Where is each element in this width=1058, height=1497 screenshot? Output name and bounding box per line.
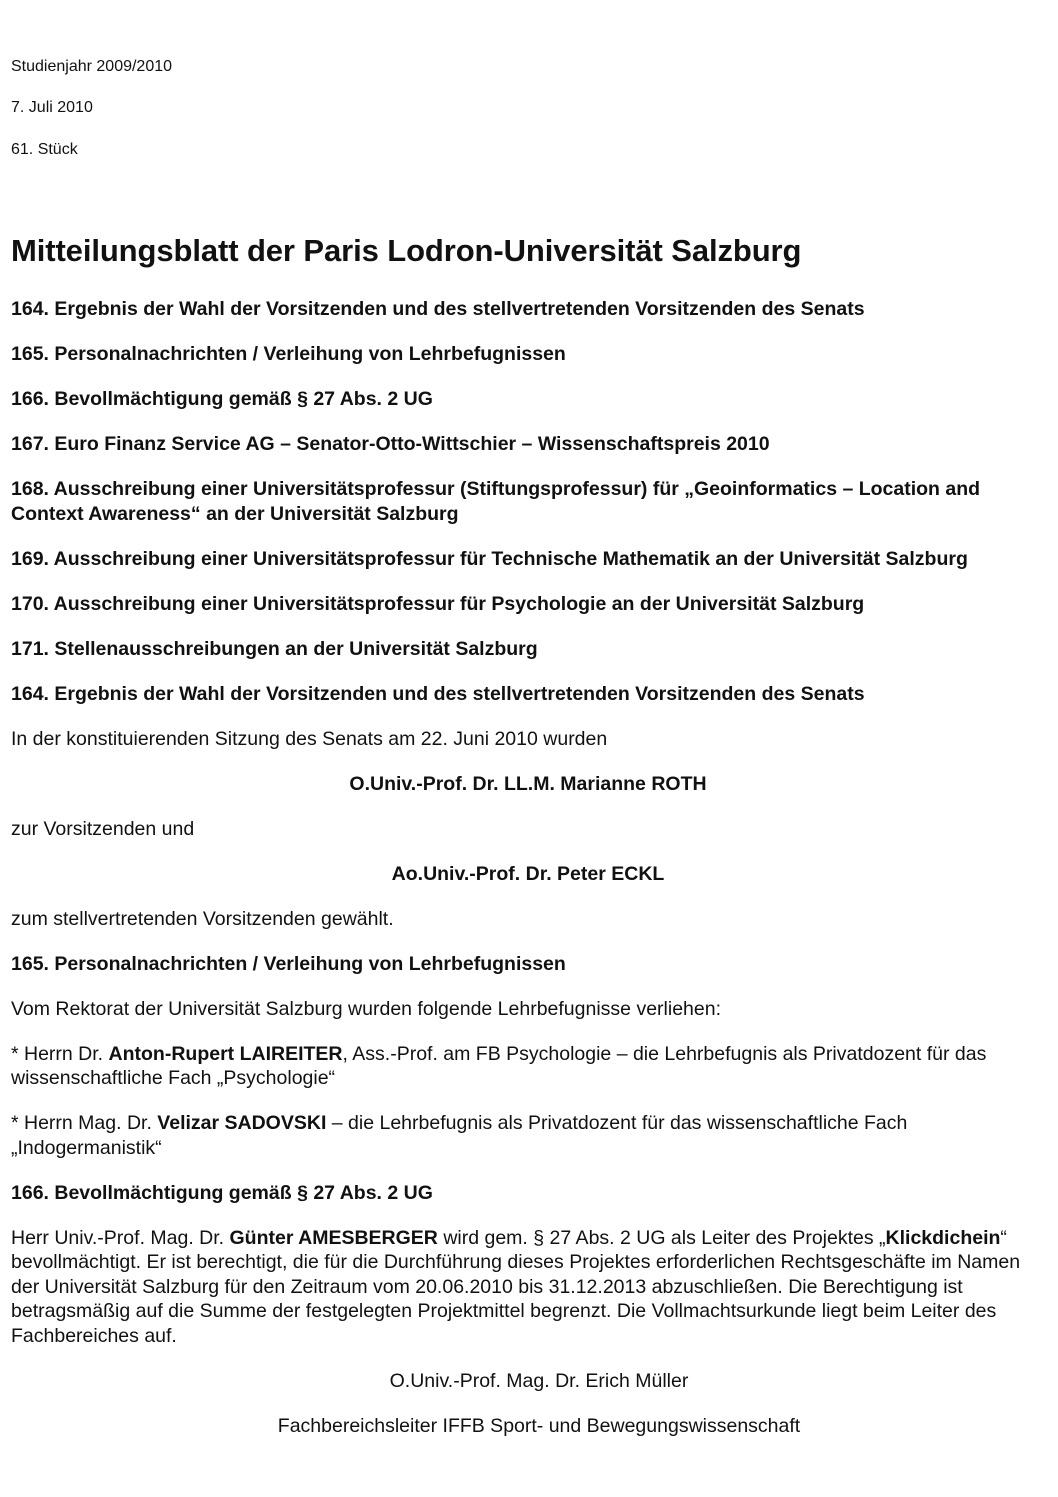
appointment-text: , Ass.-Prof. am FB Psychologie – die Lehrbefugnis als Privatdozent für das wissenschaftliche Fach „Psychologie“ bbox=[11, 1042, 987, 1089]
vice-chair-role: zum stellvertretenden Vorsitzenden gewählt. bbox=[11, 907, 394, 930]
vice-chair-name: Ao.Univ.-Prof. Dr. Peter ECKL bbox=[391, 862, 665, 885]
issue-number: 61. Stück bbox=[11, 141, 78, 158]
signature-title: Fachbereichsleiter IFFB Sport- und Bewegungswissenschaft bbox=[277, 1414, 801, 1437]
signature-name: O.Univ.-Prof. Mag. Dr. Erich Müller bbox=[389, 1369, 689, 1392]
authorized-person: Günter AMESBERGER bbox=[229, 1226, 438, 1249]
authorization-prefix: Herr Univ.-Prof. Mag. Dr. bbox=[11, 1226, 230, 1249]
toc-item-171: 171. Stellenausschreibungen an der Universität Salzburg bbox=[11, 637, 538, 660]
toc-item-166: 166. Bevollmächtigung gemäß § 27 Abs. 2 UG bbox=[11, 388, 433, 410]
authorization-paragraph bbox=[11, 1226, 1045, 1349]
appointment-entry bbox=[11, 1042, 1045, 1091]
chair-name: O.Univ.-Prof. Dr. LL.M. Marianne ROTH bbox=[349, 772, 707, 795]
appointee-name: Velizar SADOVSKI bbox=[157, 1112, 327, 1134]
project-name: Klickdichein bbox=[885, 1226, 1001, 1249]
document-body bbox=[11, 297, 1045, 1459]
toc-item-167: 167. Euro Finanz Service AG – Senator-Otto-Wittschier – Wissenschaftspreis 2010 bbox=[11, 433, 770, 455]
section-166-heading: 166. Bevollmächtigung gemäß § 27 Abs. 2 UG bbox=[11, 1181, 433, 1204]
issue-date: 7. Juli 2010 bbox=[11, 99, 93, 116]
page-title: Mitteilungsblatt der Paris Lodron-Universität Salzburg bbox=[11, 233, 802, 268]
toc-item-169: 169. Ausschreibung einer Universitätsprofessur für Technische Mathematik an der Universität Salzburg bbox=[11, 547, 968, 570]
appointment-entry bbox=[11, 1111, 1045, 1160]
appointment-prefix: * Herrn Dr. bbox=[11, 1042, 109, 1065]
appointee-name: Anton-Rupert LAIREITER bbox=[108, 1042, 343, 1065]
appointment-text: – die Lehrbefugnis als Privatdozent für das wissenschaftliche Fach „Indogermanistik“ bbox=[11, 1112, 908, 1159]
authorization-mid: wird gem. § 27 Abs. 2 UG als Leiter des Projektes „ bbox=[437, 1226, 886, 1249]
authorization-text: “ bevollmächtigt. Er ist berechtigt, die für die Durchführung dieses Projektes erforderlichen Rechtsgeschäfte im Namen der Universität Salzburg für den Zeitraum vom 20.06.2010 bis 31.12.2013 abzuschließen. Die Berechtigung ist betragsmäßig auf die Summe der festgelegten Projektmittel begrenzt. Die Vollmachtsurkunde liegt beim Leiter des Fachbereiches auf. bbox=[11, 1226, 1021, 1347]
toc-item-165: 165. Personalnachrichten / Verleihung von Lehrbefugnissen bbox=[11, 343, 566, 365]
section-165-intro: Vom Rektorat der Universität Salzburg wurden folgende Lehrbefugnisse verliehen: bbox=[11, 997, 721, 1020]
chair-role: zur Vorsitzenden und bbox=[11, 817, 195, 840]
section-164-heading: 164. Ergebnis der Wahl der Vorsitzenden und des stellvertretenden Vorsitzenden des Senats bbox=[11, 682, 865, 705]
toc-item-170: 170. Ausschreibung einer Universitätsprofessur für Psychologie an der Universität Salzburg bbox=[11, 592, 865, 615]
toc-item-168: 168. Ausschreibung einer Universitätsprofessur (Stiftungsprofessur) für „Geoinformatics – Location and Context Awareness“ an der Universität Salzburg bbox=[11, 478, 981, 525]
section-165-heading: 165. Personalnachrichten / Verleihung von Lehrbefugnissen bbox=[11, 952, 566, 975]
section-164-intro: In der konstituierenden Sitzung des Senats am 22. Juni 2010 wurden bbox=[11, 727, 608, 750]
appointment-prefix: * Herrn Mag. Dr. bbox=[11, 1112, 158, 1134]
toc-item-164: 164. Ergebnis der Wahl der Vorsitzenden und des stellvertretenden Vorsitzenden des Senats bbox=[11, 298, 865, 320]
academic-year: Studienjahr 2009/2010 bbox=[11, 58, 173, 75]
